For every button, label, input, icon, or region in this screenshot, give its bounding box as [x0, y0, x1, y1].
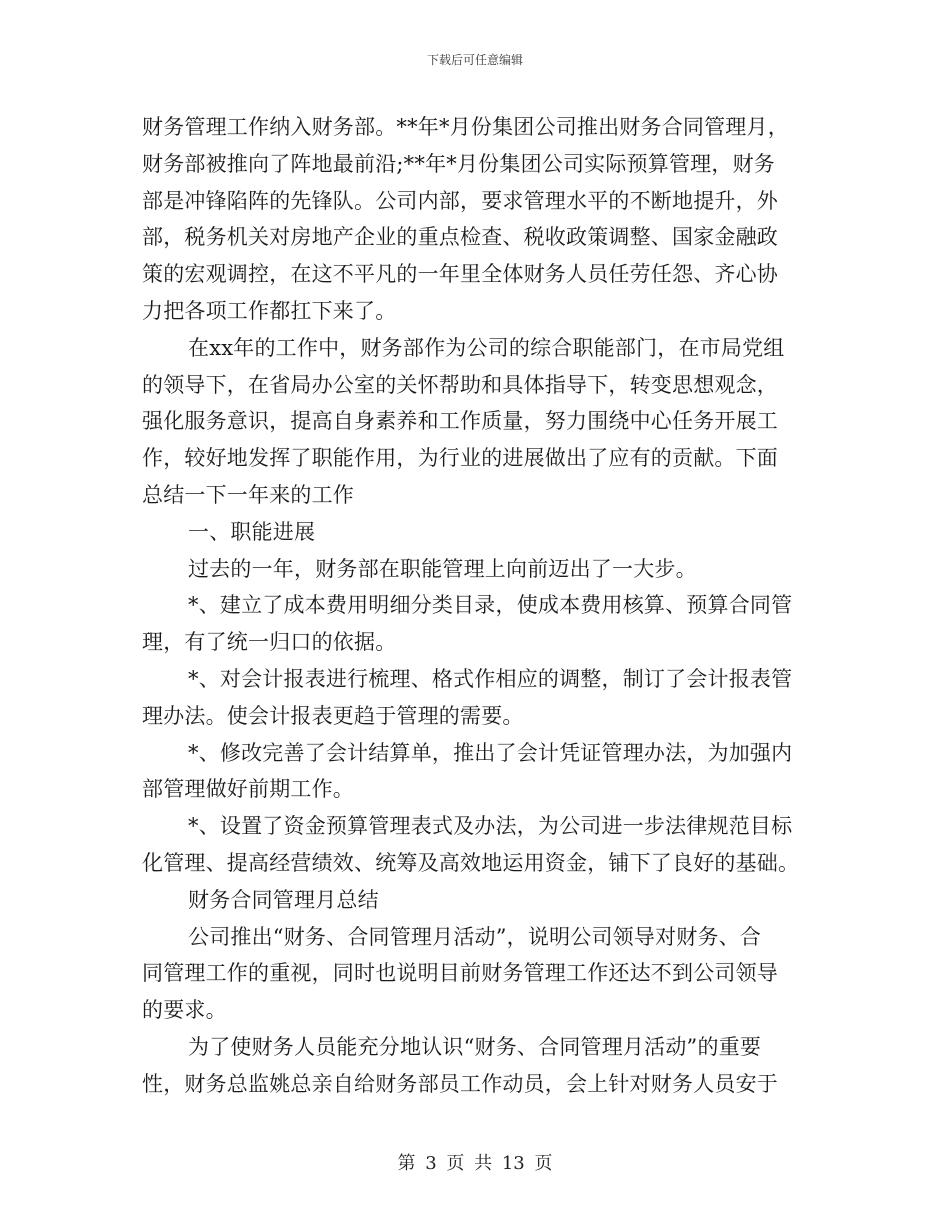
- text-line: 部，税务机关对房地产企业的重点检查、税收政策调整、国家金融政: [142, 225, 778, 250]
- text-line: 力把各项工作都扛下来了。: [142, 298, 397, 323]
- text-line: 性，财务总监姚总亲自给财务部员工作动员，会上针对财务人员安于: [142, 1071, 778, 1096]
- text-line: 策的宏观调控，在这不平凡的一年里全体财务人员任劳任怨、齐心协: [142, 262, 778, 287]
- text-line: 强化服务意识，提高自身素养和工作质量，努力围绕中心任务开展工: [142, 409, 778, 434]
- paragraph-first-line: 财务合同管理月总结: [188, 887, 379, 912]
- text-line: 理办法。使会计报表更趋于管理的需要。: [142, 703, 524, 728]
- page-header: 下载后可任意编辑: [426, 53, 523, 67]
- paragraph-first-line: *、设置了资金预算管理表式及办法，为公司进一步法律规范目标: [188, 814, 793, 839]
- text-line: 的要求。: [142, 998, 227, 1023]
- text-line: 化管理、提高经营绩效、统筹及高效地运用资金，铺下了良好的基础。: [142, 850, 800, 875]
- text-line: 财务部被推向了阵地最前沿;**年*月份集团公司实际预算管理，财务: [142, 151, 775, 176]
- paragraph-first-line: 过去的一年，财务部在职能管理上向前迈出了一大步。: [188, 556, 697, 581]
- paragraph-first-line: 一、职能进展: [188, 519, 316, 544]
- paragraph-first-line: *、对会计报表进行梳理、格式作相应的调整，制订了会计报表管: [188, 666, 793, 691]
- paragraph-first-line: 公司推出“财务、合同管理月活动”，说明公司领导对财务、合: [188, 924, 762, 949]
- text-line: 部管理做好前期工作。: [142, 777, 354, 802]
- page-number-footer: 第 3 页 共 13 页: [397, 1153, 553, 1174]
- text-line: 同管理工作的重视，同时也说明目前财务管理工作还达不到公司领导: [142, 961, 778, 986]
- paragraph-first-line: 为了使财务人员能充分地认识“财务、合同管理月活动”的重要: [188, 1034, 762, 1059]
- text-line: 财务管理工作纳入财务部。**年*月份集团公司推出财务合同管理月，: [142, 115, 789, 139]
- document-body: [142, 109, 832, 1103]
- text-line: 部是冲锋陷阵的先锋队。公司内部，要求管理水平的不断地提升，外: [142, 188, 778, 213]
- paragraph-first-line: *、建立了成本费用明细分类目录，使成本费用核算、预算合同管: [188, 593, 793, 618]
- paragraph-first-line: *、修改完善了会计结算单，推出了会计凭证管理办法，为加强内: [188, 740, 793, 765]
- text-line: 作，较好地发挥了职能作用，为行业的进展做出了应有的贡献。下面: [142, 446, 778, 471]
- paragraph-first-line: 在xx年的工作中，财务部作为公司的综合职能部门，在市局党组: [188, 335, 785, 360]
- text-line: 总结一下一年来的工作: [142, 482, 354, 507]
- text-line: 理，有了统一归口的依据。: [142, 630, 397, 655]
- text-line: 的领导下，在省局办公室的关怀帮助和具体指导下，转变思想观念，: [142, 372, 778, 397]
